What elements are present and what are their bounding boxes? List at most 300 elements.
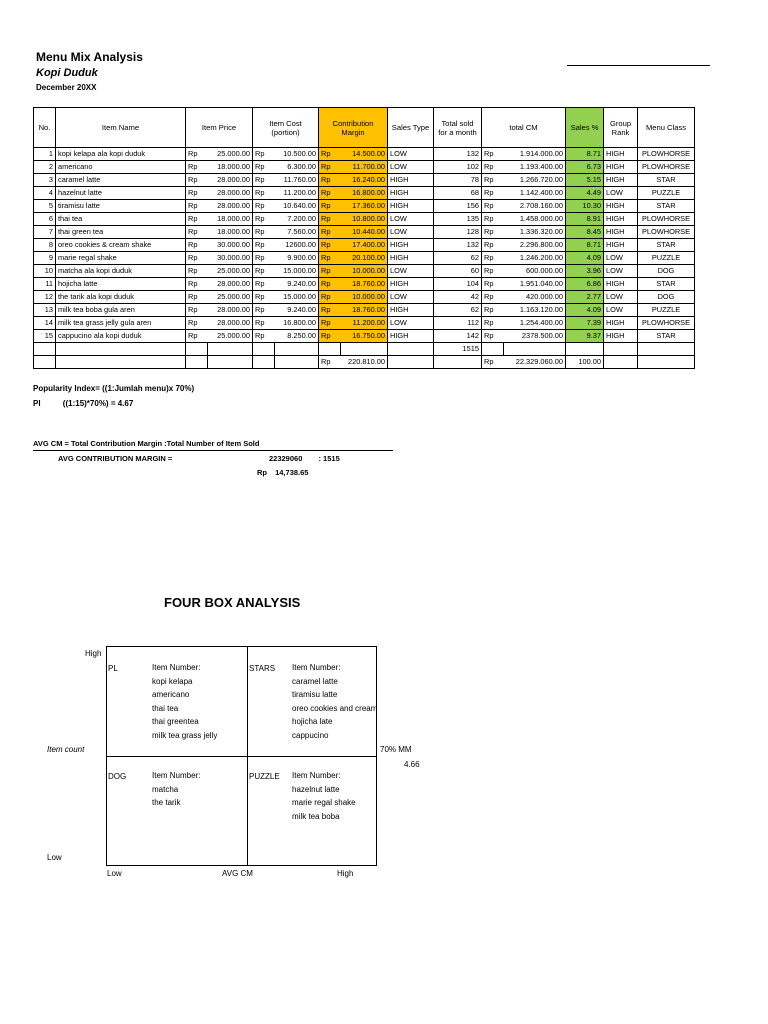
total-cm-cell: 1.254.400.00 xyxy=(504,317,566,330)
row-no-cell: 6 xyxy=(34,213,56,226)
quadrant-dog-heading: Item Number: xyxy=(152,771,201,780)
item-price-cell: 30.000.00 xyxy=(208,239,253,252)
col-header-menu-class: Menu Class xyxy=(638,108,695,148)
row-no-cell: 9 xyxy=(34,252,56,265)
empty-cell xyxy=(604,343,638,356)
sales-type-cell: LOW xyxy=(388,213,434,226)
contribution-margin-cell: 16.800.00 xyxy=(341,187,388,200)
cm-currency-cell: Rp xyxy=(319,291,341,304)
sales-pct-cell: 5.15 xyxy=(566,174,604,187)
contribution-margin-cell: 16.240.00 xyxy=(341,174,388,187)
price-currency-cell: Rp xyxy=(186,291,208,304)
empty-cell xyxy=(56,343,186,356)
y-axis-low: Low xyxy=(47,853,62,862)
item-price-cell: 30.000.00 xyxy=(208,252,253,265)
group-rank-cell: HIGH xyxy=(604,174,638,187)
item-cost-cell: 8.250.00 xyxy=(275,330,319,343)
cm-currency-cell: Rp xyxy=(319,226,341,239)
item-price-cell: 28.000.00 xyxy=(208,200,253,213)
empty-cell xyxy=(208,356,253,369)
grand-total-cell: 22.329.060.00 xyxy=(504,356,566,369)
pct-total-cell: 100.00 xyxy=(566,356,604,369)
sales-type-cell: LOW xyxy=(388,226,434,239)
group-rank-cell: LOW xyxy=(604,187,638,200)
col-header-item-name: Item Name xyxy=(56,108,186,148)
table-row xyxy=(34,148,695,161)
table-row xyxy=(34,304,695,317)
cost-currency-cell: Rp xyxy=(253,252,275,265)
empty-cell xyxy=(34,343,56,356)
cost-currency-cell: Rp xyxy=(253,317,275,330)
price-currency-cell: Rp xyxy=(186,265,208,278)
empty-cell xyxy=(186,343,208,356)
cm-currency-cell: Rp xyxy=(319,265,341,278)
total-cm-currency-cell: Rp xyxy=(482,239,504,252)
total-cm-cell: 1.163.120.00 xyxy=(504,304,566,317)
mm-value: 4.66 xyxy=(404,760,420,769)
cost-currency-cell: Rp xyxy=(253,239,275,252)
total-cm-currency-cell: Rp xyxy=(482,265,504,278)
item-name-cell: thai green tea xyxy=(56,226,186,239)
menu-class-cell: STAR xyxy=(638,239,695,252)
sales-pct-cell: 10.30 xyxy=(566,200,604,213)
list-item: the tarik xyxy=(152,798,181,808)
total-cm-cell: 1.193.400.00 xyxy=(504,161,566,174)
item-name-cell: americano xyxy=(56,161,186,174)
contribution-margin-cell: 20.100.00 xyxy=(341,252,388,265)
sales-type-cell: HIGH xyxy=(388,330,434,343)
cm-currency-cell: Rp xyxy=(319,161,341,174)
empty-cell xyxy=(56,356,186,369)
empty-cell xyxy=(504,343,566,356)
item-price-cell: 28.000.00 xyxy=(208,304,253,317)
item-cost-cell: 6.300.00 xyxy=(275,161,319,174)
group-rank-cell: HIGH xyxy=(604,200,638,213)
contribution-margin-cell: 17.400.00 xyxy=(341,239,388,252)
item-cost-cell: 11.200.00 xyxy=(275,187,319,200)
sales-pct-cell: 4.09 xyxy=(566,304,604,317)
total-cm-cell: 2.708.160.00 xyxy=(504,200,566,213)
quadrant-stars-list xyxy=(292,661,377,743)
menu-class-cell: DOG xyxy=(638,265,695,278)
table-row xyxy=(34,200,695,213)
total-sold-cell: 104 xyxy=(434,278,482,291)
sold-total-cell: 1515 xyxy=(434,343,482,356)
price-currency-cell: Rp xyxy=(186,187,208,200)
sales-type-cell: LOW xyxy=(388,291,434,304)
contribution-margin-cell: 10.000.00 xyxy=(341,291,388,304)
table-row xyxy=(34,265,695,278)
menu-class-cell: PUZZLE xyxy=(638,304,695,317)
menu-class-cell: PLOWHORSE xyxy=(638,161,695,174)
table-row xyxy=(34,317,695,330)
group-rank-cell: HIGH xyxy=(604,226,638,239)
table-header-row xyxy=(34,108,695,148)
contribution-margin-cell: 18.760.00 xyxy=(341,304,388,317)
item-cost-cell: 15.000.00 xyxy=(275,265,319,278)
contribution-margin-cell: 11.200.00 xyxy=(341,317,388,330)
col-header-item-cost: Item Cost (portion) xyxy=(253,108,319,148)
total-cm-cell: 1.951.040.00 xyxy=(504,278,566,291)
total-cm-currency-cell: Rp xyxy=(482,148,504,161)
price-currency-cell: Rp xyxy=(186,278,208,291)
pi-calc: ((1:15)*70%) xyxy=(62,399,109,408)
group-rank-cell: LOW xyxy=(604,304,638,317)
item-cost-cell: 11.760.00 xyxy=(275,174,319,187)
total-sold-cell: 62 xyxy=(434,252,482,265)
total-cm-currency-cell: Rp xyxy=(482,291,504,304)
cm-currency-cell: Rp xyxy=(319,278,341,291)
sales-pct-cell: 8.91 xyxy=(566,213,604,226)
empty-cell xyxy=(434,356,482,369)
table-row xyxy=(34,278,695,291)
cm-currency-cell: Rp xyxy=(319,213,341,226)
page-subtitle: Kopi Duduk xyxy=(36,67,98,79)
item-name-cell: oreo cookies & cream shake xyxy=(56,239,186,252)
avg-cm-divider xyxy=(33,450,393,451)
quadrant-dog-list xyxy=(152,769,200,810)
empty-cell xyxy=(253,343,275,356)
total-cm-cell: 1.336.320.00 xyxy=(504,226,566,239)
cm-total-cell: 220.810.00 xyxy=(341,356,388,369)
item-cost-cell: 10.640.00 xyxy=(275,200,319,213)
item-price-cell: 25.000.00 xyxy=(208,330,253,343)
item-name-cell: milk tea grass jelly gula aren xyxy=(56,317,186,330)
list-item: americano xyxy=(152,690,190,700)
quadrant-pl-label: PL xyxy=(108,664,118,673)
menu-mix-table xyxy=(33,107,695,369)
sales-type-cell: LOW xyxy=(388,317,434,330)
list-item: milk tea grass jelly xyxy=(152,730,218,740)
sales-type-cell: LOW xyxy=(388,161,434,174)
item-name-cell: cappucino ala kopi duduk xyxy=(56,330,186,343)
avg-cm-division xyxy=(269,454,340,463)
item-cost-cell: 9.900.00 xyxy=(275,252,319,265)
total-sold-cell: 112 xyxy=(434,317,482,330)
total-sold-cell: 135 xyxy=(434,213,482,226)
menu-class-cell: STAR xyxy=(638,278,695,291)
empty-cell xyxy=(341,343,388,356)
total-cm-currency-cell: Rp xyxy=(482,226,504,239)
group-rank-cell: HIGH xyxy=(604,213,638,226)
four-box-horizontal-divider xyxy=(106,756,377,757)
sales-pct-cell: 3.96 xyxy=(566,265,604,278)
empty-cell xyxy=(604,356,638,369)
grand-total-currency-cell: Rp xyxy=(482,356,504,369)
col-header-total-cm: total CM xyxy=(482,108,566,148)
item-cost-cell: 12600.00 xyxy=(275,239,319,252)
empty-cell xyxy=(638,343,695,356)
table-row xyxy=(34,213,695,226)
total-sold-cell: 78 xyxy=(434,174,482,187)
row-no-cell: 4 xyxy=(34,187,56,200)
item-name-cell: thai tea xyxy=(56,213,186,226)
item-price-cell: 28.000.00 xyxy=(208,317,253,330)
table-row xyxy=(34,252,695,265)
total-cm-cell: 420.000.00 xyxy=(504,291,566,304)
sales-pct-cell: 2.77 xyxy=(566,291,604,304)
sales-pct-cell: 7.39 xyxy=(566,317,604,330)
col-header-group-rank: Group Rank xyxy=(604,108,638,148)
col-header-no: No. xyxy=(34,108,56,148)
quadrant-puzzle-label: PUZZLE xyxy=(249,772,280,781)
item-name-cell: marie regal shake xyxy=(56,252,186,265)
table-row xyxy=(34,226,695,239)
item-price-cell: 25.000.00 xyxy=(208,291,253,304)
list-item: hojicha late xyxy=(292,717,333,727)
row-no-cell: 11 xyxy=(34,278,56,291)
table-row xyxy=(34,161,695,174)
sales-pct-cell: 4.09 xyxy=(566,252,604,265)
cm-currency-cell: Rp xyxy=(319,148,341,161)
col-header-item-price: Item Price xyxy=(186,108,253,148)
list-item: tiramisu latte xyxy=(292,690,338,700)
contribution-margin-cell: 18.760.00 xyxy=(341,278,388,291)
menu-class-cell: STAR xyxy=(638,200,695,213)
empty-cell xyxy=(388,343,434,356)
list-item: kopi kelapa xyxy=(152,676,193,686)
sales-pct-cell: 4.49 xyxy=(566,187,604,200)
total-cm-cell: 600.000.00 xyxy=(504,265,566,278)
item-cost-cell: 16.800.00 xyxy=(275,317,319,330)
popularity-calc xyxy=(33,399,133,408)
cm-currency-cell: Rp xyxy=(319,304,341,317)
empty-cell xyxy=(253,356,275,369)
total-cm-currency-cell: Rp xyxy=(482,187,504,200)
cm-currency-cell: Rp xyxy=(319,239,341,252)
list-item: marie regal shake xyxy=(292,798,356,808)
cost-currency-cell: Rp xyxy=(253,291,275,304)
price-currency-cell: Rp xyxy=(186,161,208,174)
quadrant-stars-label: STARS xyxy=(249,664,276,673)
total-cm-currency-cell: Rp xyxy=(482,213,504,226)
price-currency-cell: Rp xyxy=(186,330,208,343)
item-cost-cell: 9.240.00 xyxy=(275,304,319,317)
total-cm-currency-cell: Rp xyxy=(482,317,504,330)
cm-currency-cell: Rp xyxy=(319,317,341,330)
row-no-cell: 13 xyxy=(34,304,56,317)
row-no-cell: 7 xyxy=(34,226,56,239)
menu-class-cell: STAR xyxy=(638,330,695,343)
menu-class-cell: PUZZLE xyxy=(638,252,695,265)
item-cost-cell: 15.000.00 xyxy=(275,291,319,304)
empty-cell xyxy=(482,343,504,356)
item-name-cell: hojicha latte xyxy=(56,278,186,291)
quadrant-puzzle-heading: Item Number: xyxy=(292,771,341,780)
item-name-cell: hazelnut latte xyxy=(56,187,186,200)
list-item: matcha xyxy=(152,784,179,794)
sales-type-cell: HIGH xyxy=(388,174,434,187)
list-item: hazelnut latte xyxy=(292,784,340,794)
total-cm-cell: 1.246.200.00 xyxy=(504,252,566,265)
cost-currency-cell: Rp xyxy=(253,265,275,278)
item-price-cell: 25.000.00 xyxy=(208,265,253,278)
quadrant-stars-heading: Item Number: xyxy=(292,663,341,672)
avg-cm-value: 14,738.65 xyxy=(275,468,309,477)
x-axis-high: High xyxy=(337,869,354,878)
sales-pct-cell: 9.37 xyxy=(566,330,604,343)
avg-cm-formula: AVG CM = Total Contribution Margin :Total Number of Item Sold xyxy=(33,439,260,448)
item-name-cell: kopi kelapa ala kopi duduk xyxy=(56,148,186,161)
menu-class-cell: STAR xyxy=(638,174,695,187)
sales-type-cell: LOW xyxy=(388,148,434,161)
group-rank-cell: LOW xyxy=(604,265,638,278)
price-currency-cell: Rp xyxy=(186,174,208,187)
contribution-margin-cell: 11.700.00 xyxy=(341,161,388,174)
empty-cell xyxy=(275,343,319,356)
group-rank-cell: HIGH xyxy=(604,278,638,291)
total-sold-cell: 62 xyxy=(434,304,482,317)
sales-type-cell: HIGH xyxy=(388,278,434,291)
sales-type-cell: HIGH xyxy=(388,187,434,200)
menu-class-cell: PLOWHORSE xyxy=(638,317,695,330)
total-cm-currency-cell: Rp xyxy=(482,161,504,174)
col-header-sales-pct: Sales % xyxy=(566,108,604,148)
list-item: thai tea xyxy=(152,703,179,713)
cm-currency-cell: Rp xyxy=(319,200,341,213)
item-cost-cell: 7.200.00 xyxy=(275,213,319,226)
group-rank-cell: HIGH xyxy=(604,239,638,252)
cost-currency-cell: Rp xyxy=(253,226,275,239)
item-cost-cell: 10.500.00 xyxy=(275,148,319,161)
item-name-cell: caramel latte xyxy=(56,174,186,187)
item-price-cell: 18.000.00 xyxy=(208,226,253,239)
group-rank-cell: HIGH xyxy=(604,161,638,174)
col-header-contribution-margin: Contribution Margin xyxy=(319,108,388,148)
contribution-margin-cell: 10.800.00 xyxy=(341,213,388,226)
list-item: thai greentea xyxy=(152,717,199,727)
menu-class-cell: PLOWHORSE xyxy=(638,226,695,239)
cost-currency-cell: Rp xyxy=(253,304,275,317)
item-name-cell: milk tea boba gula aren xyxy=(56,304,186,317)
list-item: cappucino xyxy=(292,730,329,740)
total-sold-cell: 128 xyxy=(434,226,482,239)
signature-line xyxy=(567,65,710,66)
y-axis-label: Item count xyxy=(47,745,85,754)
price-currency-cell: Rp xyxy=(186,304,208,317)
avg-cm-currency: Rp xyxy=(257,468,267,477)
menu-class-cell: DOG xyxy=(638,291,695,304)
group-rank-cell: HIGH xyxy=(604,317,638,330)
group-rank-cell: HIGH xyxy=(604,148,638,161)
total-sold-cell: 60 xyxy=(434,265,482,278)
sales-pct-cell: 8.45 xyxy=(566,226,604,239)
quadrant-pl-list xyxy=(152,661,217,743)
total-cm-cell: 2378.500.00 xyxy=(504,330,566,343)
total-cm-currency-cell: Rp xyxy=(482,278,504,291)
list-item: caramel latte xyxy=(292,676,338,686)
price-currency-cell: Rp xyxy=(186,252,208,265)
col-header-sales-type: Sales Type xyxy=(388,108,434,148)
cm-total-currency-cell: Rp xyxy=(319,356,341,369)
row-no-cell: 2 xyxy=(34,161,56,174)
group-rank-cell: HIGH xyxy=(604,330,638,343)
item-price-cell: 18.000.00 xyxy=(208,161,253,174)
list-item: milk tea boba xyxy=(292,811,340,821)
contribution-margin-cell: 14.500.00 xyxy=(341,148,388,161)
total-cm-currency-cell: Rp xyxy=(482,304,504,317)
item-name-cell: tiramisu latte xyxy=(56,200,186,213)
avg-cm-denominator: : 1515 xyxy=(318,454,340,463)
table-row xyxy=(34,187,695,200)
sales-pct-cell: 6.73 xyxy=(566,161,604,174)
item-price-cell: 28.000.00 xyxy=(208,174,253,187)
total-sold-cell: 132 xyxy=(434,239,482,252)
cm-currency-cell: Rp xyxy=(319,252,341,265)
x-axis-label: AVG CM xyxy=(222,869,253,878)
empty-cell xyxy=(388,356,434,369)
total-sold-cell: 68 xyxy=(434,187,482,200)
price-currency-cell: Rp xyxy=(186,213,208,226)
list-item: oreo cookies and cream xyxy=(292,703,378,713)
empty-cell xyxy=(638,356,695,369)
empty-cell xyxy=(319,343,341,356)
item-cost-cell: 7.560.00 xyxy=(275,226,319,239)
cm-currency-cell: Rp xyxy=(319,330,341,343)
row-no-cell: 8 xyxy=(34,239,56,252)
row-no-cell: 15 xyxy=(34,330,56,343)
total-cm-currency-cell: Rp xyxy=(482,174,504,187)
total-sold-cell: 132 xyxy=(434,148,482,161)
contribution-margin-cell: 17.360.00 xyxy=(341,200,388,213)
avg-cm-label: AVG CONTRIBUTION MARGIN = xyxy=(58,454,173,463)
sales-pct-cell: 8.71 xyxy=(566,148,604,161)
empty-cell xyxy=(566,343,604,356)
total-sold-cell: 102 xyxy=(434,161,482,174)
total-sold-cell: 42 xyxy=(434,291,482,304)
grand-total-row xyxy=(34,356,695,369)
total-cm-cell: 1.266.720.00 xyxy=(504,174,566,187)
total-sold-cell: 142 xyxy=(434,330,482,343)
table-row xyxy=(34,174,695,187)
cost-currency-cell: Rp xyxy=(253,161,275,174)
item-cost-cell: 9.240.00 xyxy=(275,278,319,291)
sales-pct-cell: 6.86 xyxy=(566,278,604,291)
menu-class-cell: PLOWHORSE xyxy=(638,148,695,161)
item-price-cell: 28.000.00 xyxy=(208,187,253,200)
table-row xyxy=(34,330,695,343)
total-cm-cell: 2.296.800.00 xyxy=(504,239,566,252)
total-cm-cell: 1.914.000.00 xyxy=(504,148,566,161)
y-axis-high: High xyxy=(85,649,102,658)
contribution-margin-cell: 16.750.00 xyxy=(341,330,388,343)
group-rank-cell: LOW xyxy=(604,252,638,265)
menu-class-cell: PUZZLE xyxy=(638,187,695,200)
menu-class-cell: PLOWHORSE xyxy=(638,213,695,226)
avg-cm-numerator: 22329060 xyxy=(269,454,303,463)
group-rank-cell: LOW xyxy=(604,291,638,304)
mm-label: 70% MM xyxy=(380,745,412,754)
sales-pct-cell: 8.71 xyxy=(566,239,604,252)
empty-cell xyxy=(34,356,56,369)
four-box-title: FOUR BOX ANALYSIS xyxy=(164,595,301,610)
contribution-margin-cell: 10.440.00 xyxy=(341,226,388,239)
row-no-cell: 12 xyxy=(34,291,56,304)
row-no-cell: 5 xyxy=(34,200,56,213)
page-date: December 20XX xyxy=(36,83,97,92)
sold-total-row xyxy=(34,343,695,356)
cm-currency-cell: Rp xyxy=(319,187,341,200)
total-cm-cell: 1.142.400.00 xyxy=(504,187,566,200)
item-price-cell: 25.000.00 xyxy=(208,148,253,161)
page-title: Menu Mix Analysis xyxy=(36,50,143,64)
item-name-cell: matcha ala kopi duduk xyxy=(56,265,186,278)
cost-currency-cell: Rp xyxy=(253,200,275,213)
sales-type-cell: LOW xyxy=(388,265,434,278)
price-currency-cell: Rp xyxy=(186,239,208,252)
quadrant-dog-label: DOG xyxy=(108,772,127,781)
sales-type-cell: HIGH xyxy=(388,252,434,265)
